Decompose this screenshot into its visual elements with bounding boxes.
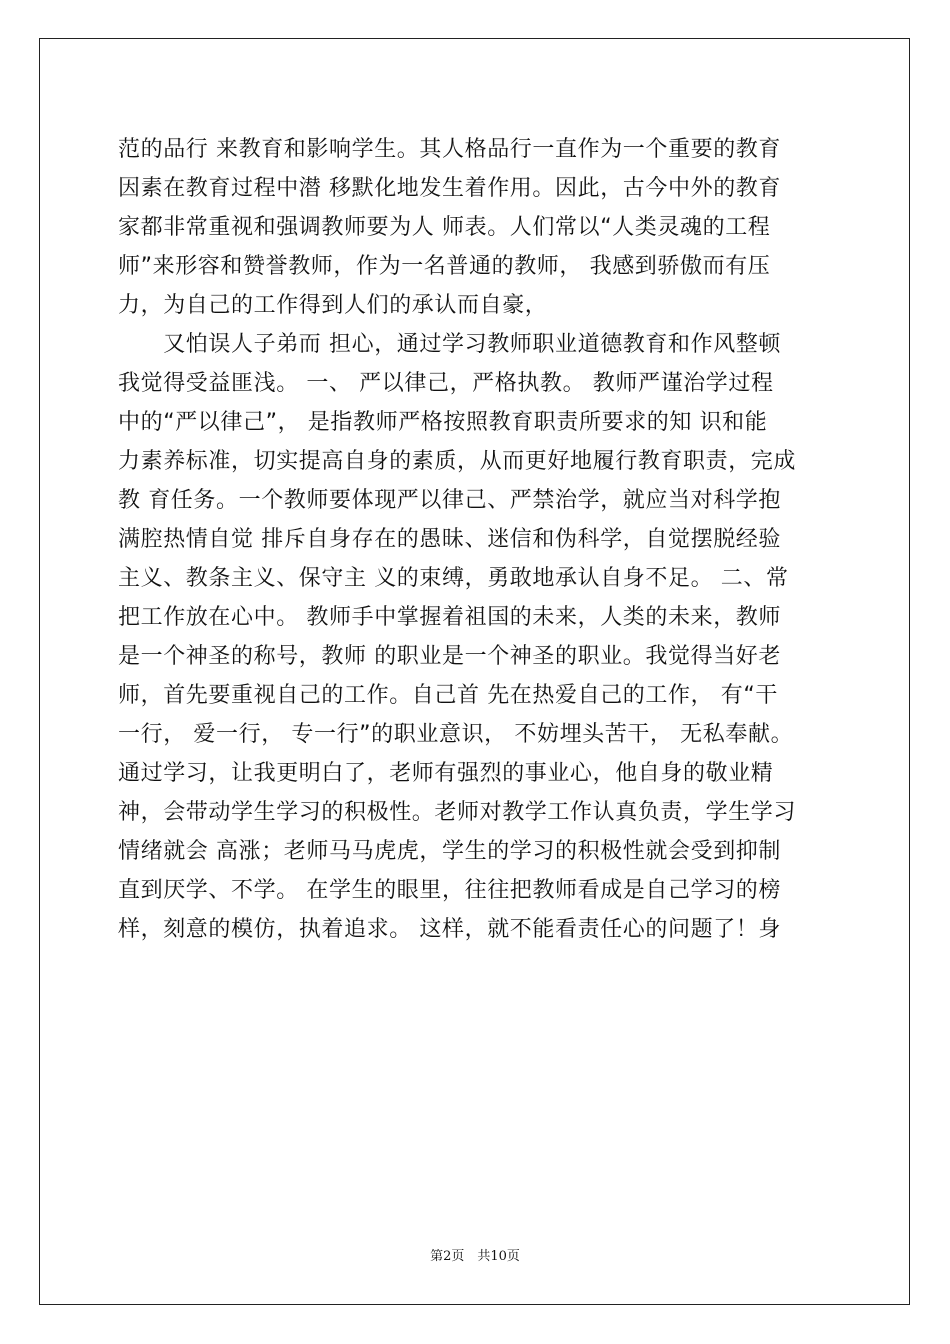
text-line: 直到厌学、不学。 在学生的眼里，往往把教师看成是自己学习的榜 — [118, 878, 781, 903]
text-line: 师，首先要重视自己的工作。自己首 先在热爱自己的工作， 有“干 — [118, 683, 778, 708]
text-line: 样，刻意的模仿，执着追求。 这样，就不能看责任心的问题了！身 — [118, 917, 781, 942]
text-line: 一行， 爱一行， 专一行”的职业意识， 不妨埋头苦干， 无私奉献。 — [118, 722, 794, 747]
text-line: 情绪就会 高涨；老师马马虎虎，学生的学习的积极性就会受到抑制 — [118, 839, 781, 864]
text-line: 师”来形容和赞誉教师，作为一名普通的教师， 我感到骄傲而有压 — [118, 254, 771, 279]
text-line: 主义、教条主义、保守主 义的束缚，勇敢地承认自身不足。 二、常 — [118, 566, 789, 591]
text-line: 又怕误人子弟而 担心，通过学习教师职业道德教育和作风整顿 — [118, 332, 781, 357]
text-line: 我觉得受益匪浅。 一、 严以律己，严格执教。 教师严谨治学过程 — [118, 371, 774, 396]
text-line: 把工作放在心中。 教师手中掌握着祖国的未来，人类的未来，教师 — [118, 605, 781, 630]
text-line: 因素在教育过程中潜 移默化地发生着作用。因此，古今中外的教育 — [118, 176, 781, 201]
text-line: 力，为自己的工作得到人们的承认而自豪， — [118, 293, 548, 318]
text-line: 家都非常重视和强调教师要为人 师表。人们常以“人类灵魂的工程 — [118, 215, 771, 240]
text-line: 是一个神圣的称号，教师 的职业是一个神圣的职业。我觉得当好老 — [118, 644, 781, 669]
document-body — [118, 130, 838, 949]
text-line: 通过学习，让我更明白了，老师有强烈的事业心，他自身的敬业精 — [118, 761, 774, 786]
text-line: 力素养标准，切实提高自身的素质，从而更好地履行教育职责，完成 — [118, 449, 797, 474]
text-line: 神，会带动学生学习的积极性。老师对教学工作认真负责，学生学习 — [118, 800, 797, 825]
text-line: 教 育任务。一个教师要体现严以律己、严禁治学，就应当对科学抱 — [118, 488, 781, 513]
text-line: 中的“严以律己”， 是指教师严格按照教育职责所要求的知 识和能 — [118, 410, 768, 435]
text-line: 满腔热情自觉 排斥自身存在的愚昧、迷信和伪科学，自觉摆脱经验 — [118, 527, 781, 552]
page-number-footer: 第2页 共10页 — [430, 1249, 520, 1264]
text-line: 范的品行 来教育和影响学生。其人格品行一直作为一个重要的教育 — [118, 137, 781, 162]
